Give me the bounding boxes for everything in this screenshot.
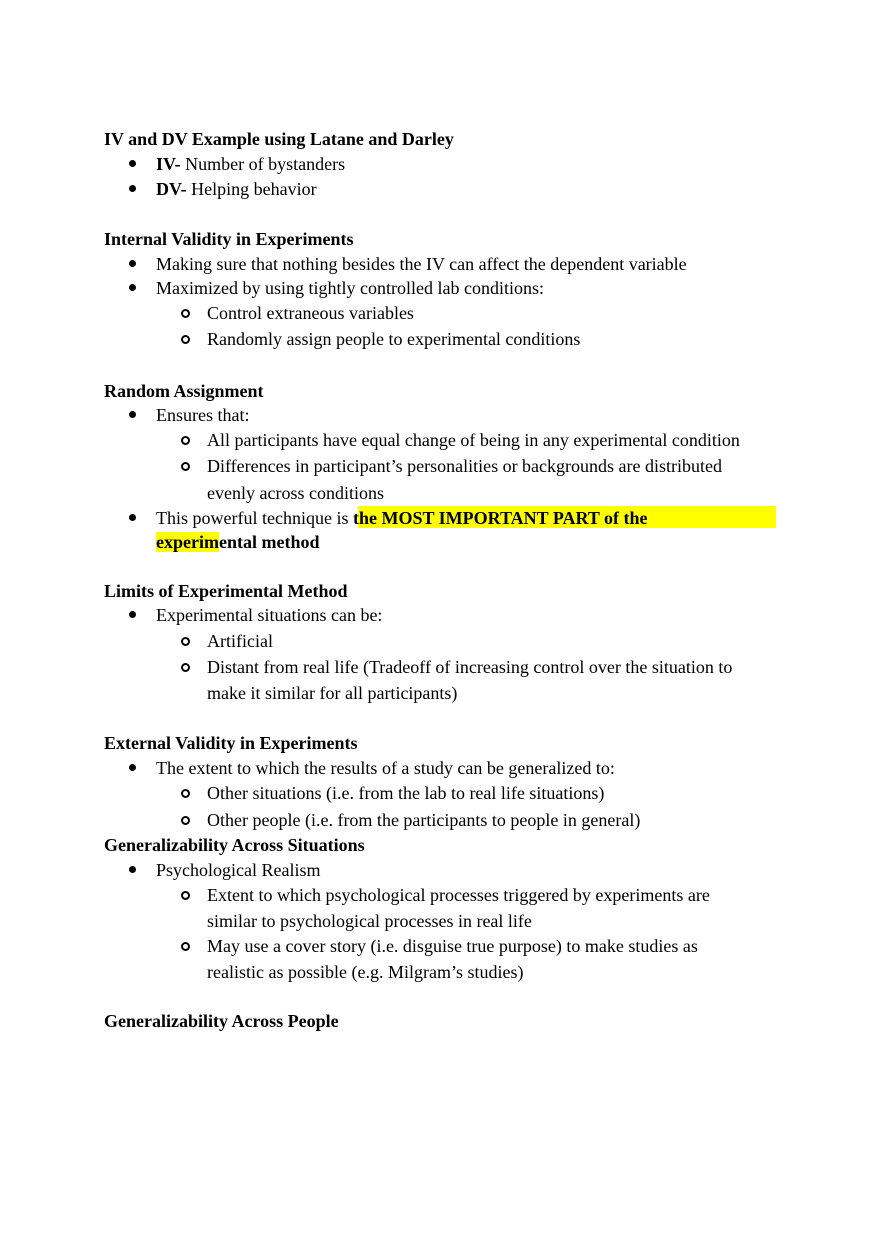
circle-bullet-icon [181,335,190,344]
circle-bullet-icon [181,816,190,825]
section-heading: Generalizability Across Situations [104,835,365,855]
circle-bullet-icon [181,309,190,318]
bullet-icon [129,284,136,291]
circle-bullet-icon [181,436,190,445]
item-text: Number of bystanders [180,154,346,174]
item-text: Helping behavior [186,179,317,199]
bullet-icon [129,160,136,167]
section-heading: Limits of Experimental Method [104,581,348,601]
list-item: Ensures that: [156,405,250,425]
sub-list-item-continuation: make it similar for all participants) [207,683,458,703]
section-heading: Internal Validity in Experiments [104,229,354,249]
list-item [156,178,317,200]
bullet-icon [129,514,136,521]
circle-bullet-icon [181,789,190,798]
list-item: The extent to which the results of a study can be generalized to: [156,758,615,778]
list-item [156,507,648,529]
sub-list-item: Control extraneous variables [207,303,414,323]
list-item: Experimental situations can be: [156,605,383,625]
highlighted-text: the MOST IMPORTANT PART of the [352,508,648,528]
item-text: This powerful technique is [156,508,353,528]
bullet-icon [129,764,136,771]
sub-list-item-continuation: realistic as possible (e.g. Milgram’s studies) [207,962,524,982]
circle-bullet-icon [181,462,190,471]
sub-list-item: May use a cover story (i.e. disguise true purpose) to make studies as [207,936,698,956]
sub-list-item: Artificial [207,631,273,651]
section-heading: Random Assignment [104,381,264,401]
circle-bullet-icon [181,663,190,672]
bullet-icon [129,260,136,267]
circle-bullet-icon [181,891,190,900]
sub-list-item-continuation: similar to psychological processes in real life [207,911,532,931]
section-heading: Generalizability Across People [104,1011,339,1031]
list-item: Maximized by using tightly controlled lab conditions: [156,278,544,298]
circle-bullet-icon [181,942,190,951]
sub-list-item: All participants have equal change of being in any experimental condition [207,430,740,450]
list-item: Making sure that nothing besides the IV can affect the dependent variable [156,254,687,274]
highlighted-text: experim [156,532,219,552]
sub-list-item: Distant from real life (Tradeoff of increasing control over the situation to [207,657,733,677]
item-label: IV- [156,154,181,174]
sub-list-item-continuation: evenly across conditions [207,483,384,503]
item-text: ental method [218,532,320,552]
sub-list-item: Randomly assign people to experimental conditions [207,329,581,349]
section-heading: IV and DV Example using Latane and Darley [104,129,454,149]
sub-list-item: Other situations (i.e. from the lab to real life situations) [207,783,605,803]
list-item [156,153,345,175]
section-heading: External Validity in Experiments [104,733,358,753]
item-label: DV- [156,179,187,199]
sub-list-item: Other people (i.e. from the participants to people in general) [207,810,641,830]
sub-list-item: Differences in participant’s personalities or backgrounds are distributed [207,456,723,476]
list-item-continuation [156,531,319,553]
bullet-icon [129,185,136,192]
sub-list-item: Extent to which psychological processes triggered by experiments are [207,885,710,905]
circle-bullet-icon [181,637,190,646]
bullet-icon [129,866,136,873]
bullet-icon [129,611,136,618]
bullet-icon [129,411,136,418]
list-item: Psychological Realism [156,860,321,880]
